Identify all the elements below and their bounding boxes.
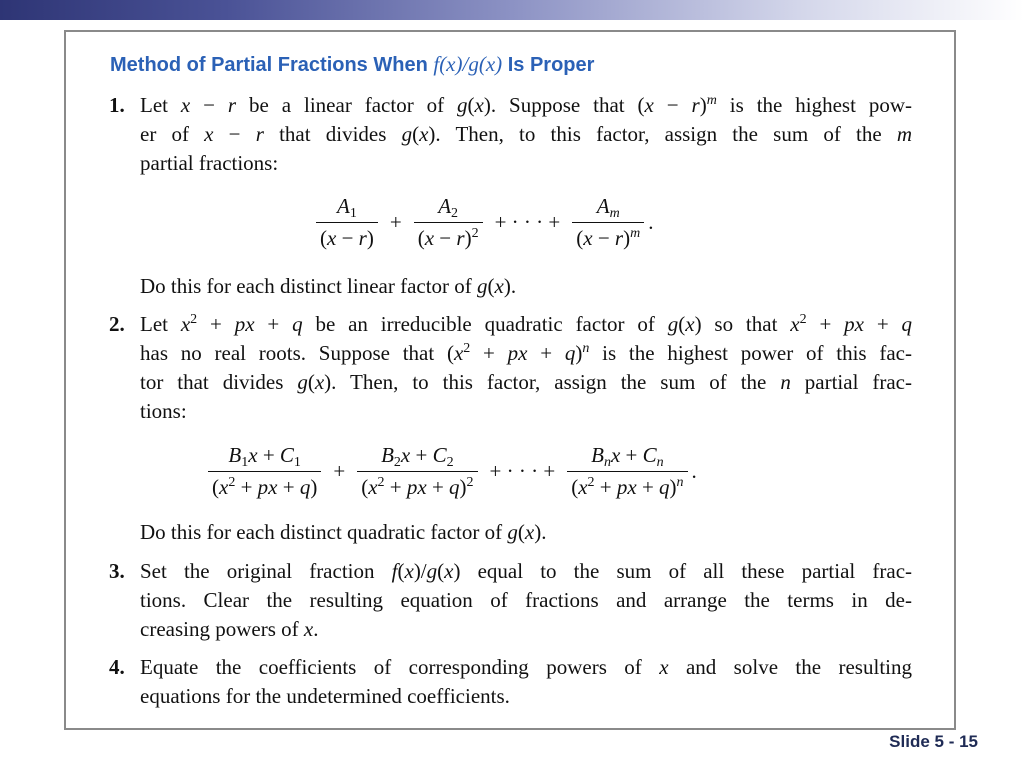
step-number: 3. (109, 559, 125, 583)
step3-line2: tions. Clear the resulting equation of fractions and arrange the terms in de- (140, 588, 912, 612)
step4-line1: Equate the coefficients of corresponding powers of x and solve the resulting (140, 655, 912, 679)
fraction-term-2: $\frac{B_2x + C_2}{(x^2 + px + q)^2}$ (357, 443, 477, 500)
step-number: 2. (109, 312, 125, 336)
slide-number: Slide 5 - 15 (889, 732, 978, 751)
fraction-term-2: $\frac{A_2}{(x - r)^2}$ (414, 194, 483, 251)
step4-line2: equations for the undetermined coefficients. (140, 684, 510, 708)
step3-line3: creasing powers of x. (140, 617, 319, 641)
fraction-term-m: $\frac{A_m}{(x - r)^m}$ (572, 194, 644, 251)
step1-line2: er of x − r that divides g(x). Then, to this factor, assign the sum of the m (140, 122, 913, 146)
header-gradient-bar (0, 0, 1024, 20)
fraction-term-1: $\frac{A_1}{(x - r)}$ (316, 194, 378, 251)
equation-linear-factors: $\frac{A_1}{(x - r)}$ + $\frac{A_2}{(x - r)^2}$ + · · · + $\frac{A_m}{(x - r)^m}$ . (312, 194, 653, 251)
fraction-term-n: $\frac{B_nx + C_n}{(x^2 + px + q)^n}$ (567, 443, 687, 500)
fraction-term-1: $\frac{B_1x + C_1}{(x^2 + px + q)}$ (208, 443, 321, 500)
step3-line1: Set the original fraction f(x)/g(x) equal to the sum of all these partial frac- (140, 559, 913, 583)
equation-quadratic-factors: $\frac{B_1x + C_1}{(x^2 + px + q)}$ + $\frac{B_2x + C_2}{(x^2 + px + q)^2}$ + · · · + $\frac{B_nx + C_n}{(x^2 + px + q)^n}$ . (204, 443, 697, 500)
step2-line3: tor that divides g(x). Then, to this factor, assign the sum of the n partial frac- (140, 370, 912, 394)
step-number: 4. (109, 655, 125, 679)
step2-after: Do this for each distinct quadratic factor of g(x). (140, 520, 547, 544)
step1-line1: Let x − r be a linear factor of g(x). Suppose that $(x - r)^m$ is the highest pow- (140, 93, 913, 117)
box-title: Method of Partial Fractions When f(x)/g(x) Is Proper (110, 52, 595, 76)
step-number: 1. (109, 93, 125, 117)
step1-after: Do this for each distinct linear factor of g(x). (140, 274, 517, 298)
step1-line3: partial fractions: (140, 151, 279, 175)
step2-line2: has no real roots. Suppose that ($x^2$ + px + q)$^n$ is the highest power of this fac- (140, 341, 912, 365)
step2-line4: tions: (140, 399, 187, 423)
step2-line1: Let $x^2$ + px + q be an irreducible quadratic factor of g(x) so that $x^2$ + px + q (140, 312, 913, 336)
